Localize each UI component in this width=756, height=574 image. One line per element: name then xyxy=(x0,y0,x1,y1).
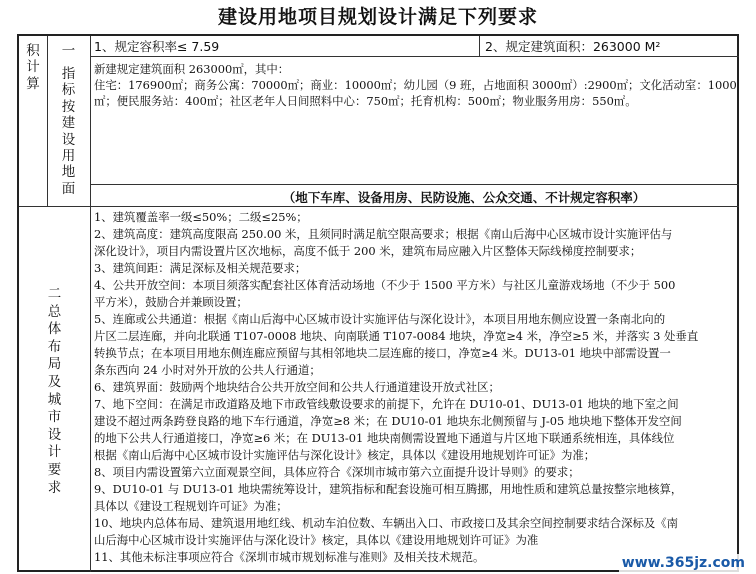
gfa-cell: 2、规定建筑面积：263000 M² xyxy=(485,39,661,54)
section1-category: 积计算 xyxy=(26,43,40,92)
col-divider-c xyxy=(479,36,480,56)
page-title: 建设用地项目规划设计满足下列要求 xyxy=(217,6,538,28)
req-line: 5、连廊或公共通道：根据《南山后海中心区城市设计实施评估与深化设计》，本项目用地东侧应设置一条南北向的 xyxy=(94,312,666,326)
req-line: 根据《南山后海中心区城市设计实施评估与深化设计》核定，具体以《建设用地规划许可证》为准； xyxy=(94,448,596,462)
req-line: 6、建筑界面：鼓励两个地块结合公共开放空间和公共人行通道建设开放式社区； xyxy=(94,380,500,394)
section1-number-cell xyxy=(47,43,90,59)
req-line: 7、地下空间：在满足市政道路及地下市政管线敷设要求的前提下，允许在 DU10-01、DU13-01 地块的地下室之间 xyxy=(94,397,679,411)
req-line: 平方米），鼓励合并兼顾设置； xyxy=(94,295,248,309)
breakdown-line: 新建规定建筑面积 263000㎡，其中： xyxy=(94,62,290,76)
req-line: 11、其他未标注事项应符合《深圳市城市规划标准与准则》及相关技术规范。 xyxy=(94,550,485,564)
req-line: 4、公共开放空间：本项目须落实配套社区体育活动场地（不少于 1500 平方米）与社区儿童游戏场地（不少于 500 xyxy=(94,278,676,292)
row-divider-far xyxy=(90,56,739,57)
breakdown-line: ㎡；便民服务站：400㎡；社区老年人日间照料中心：750㎡；托育机构：500㎡；物业服务用房：550㎡。 xyxy=(94,94,637,108)
watermark: www.365jz.com xyxy=(619,554,748,572)
req-line: 条东西向 24 小时对外开放的公共人行通道； xyxy=(94,363,321,377)
section1-name: 指标按建设用地面 xyxy=(61,66,76,197)
section2-heading: 二总体布局及城市设计要求 xyxy=(47,286,62,496)
req-line: 深化设计》，项目内需设置片区次地标，高度不低于 200 米，建筑布局应融入片区整体天际线梯度控制要求； xyxy=(94,244,642,258)
section1-category-cell xyxy=(21,43,45,92)
req-line: 建设不超过两条跨登良路的地下车行通道，净宽≥8 米；在 DU10-01 地块东北侧预留与 J-05 地块地下整体开发空间 xyxy=(94,414,682,428)
far-cell: 1、规定容积率≤ 7.59 xyxy=(94,39,220,54)
req-line: 片区二层连廊，并向北联通 T107-0008 地块、向南联通 T107-0084 地块，净宽≥4 米，净空≥5 米，并落实 3 处垂直 xyxy=(94,329,699,343)
req-line: 转换节点；在本项目用地东侧连廊应预留与其相邻地块二层连廊的接口，净宽≥4 米。DU13-01 地块中部需设置一 xyxy=(94,346,671,360)
section1-name-cell xyxy=(47,66,90,197)
requirements-table xyxy=(17,34,739,572)
req-line: 8、项目内需设置第六立面观景空间，具体应符合《深圳市城市第六立面提升设计导则》的要求； xyxy=(94,465,580,479)
req-line: 10、地块内总体布局、建筑退用地红线、机动车泊位数、车辆出入口、市政接口及其余空间控制要求结合深标及《南 xyxy=(94,516,679,530)
req-line: 2、建筑高度：建筑高度限高 250.00 米，且须同时满足航空限高要求；根据《南山后海中心区城市设计实施评估与 xyxy=(94,227,673,241)
req-line: 山后海中心区城市设计实施评估与深化设计》核定，具体以《建设用地规划许可证》为准 xyxy=(94,533,539,547)
section2-heading-cell xyxy=(33,286,76,497)
breakdown-line: 住宅：176900㎡；商务公寓：70000㎡；商业：10000㎡；幼儿园（9 班，占地面积 3000㎡）:2900㎡；文化活动室：1000 xyxy=(94,78,737,92)
req-line: 的地下公共人行通道接口，净宽≥6 米；在 DU13-01 地块南侧需设置地下通道与片区地下联通系统相连，具体线位 xyxy=(94,431,675,445)
exclusion-note: （地下车库、设备用房、民防设施、公众交通、不计规定容积率） xyxy=(282,190,646,205)
req-line: 9、DU10-01 与 DU13-01 地块需统筹设计，建筑指标和配套设施可相互腾挪，用地性质和建筑总量按整宗地核算， xyxy=(94,482,683,496)
col-divider-b xyxy=(90,36,91,572)
req-line: 具体以《建设工程规划许可证》为准； xyxy=(94,499,288,513)
req-line: 3、建筑间距：满足深标及相关规范要求； xyxy=(94,261,307,275)
section-divider xyxy=(19,206,739,207)
section1-number: 一 xyxy=(61,43,76,59)
row-divider-note xyxy=(90,184,739,185)
req-line: 1、建筑覆盖率一级≤50%；二级≤25%； xyxy=(94,210,308,224)
